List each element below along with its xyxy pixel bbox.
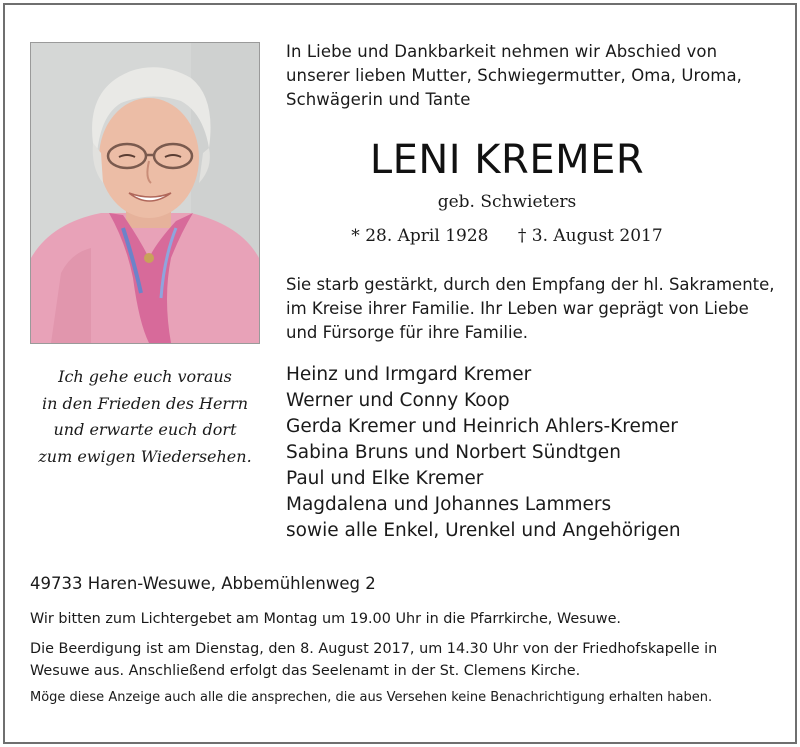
funeral-line: Die Beerdigung ist am Dienstag, den 8. August 2017, um 14.30 Uhr von der Friedhofskapelle in — [30, 641, 718, 657]
mourner-entry: Heinz und Irmgard Kremer — [286, 364, 532, 385]
funeral-line: Wesuwe aus. Anschließend erfolgt das Seelenamt in der St. Clemens Kirche. — [30, 663, 581, 679]
birth-name: geb. Schwieters — [437, 192, 577, 212]
prayer-notice: Wir bitten zum Lichtergebet am Montag um 19.00 Uhr in die Pfarrkirche, Wesuwe. — [30, 611, 622, 627]
portrait-illustration — [31, 43, 259, 343]
intro-line: unserer lieben Mutter, Schwiegermutter, Oma, Uroma, — [286, 66, 742, 85]
biography-line: im Kreise ihrer Familie. Ihr Leben war geprägt von Liebe — [286, 299, 749, 318]
quote-line: Ich gehe euch voraus — [58, 367, 232, 386]
quote-line: und erwarte euch dort — [53, 420, 237, 439]
quote-line: zum ewigen Wiedersehen. — [38, 446, 252, 466]
funeral-notice — [30, 638, 770, 682]
intro-line: Schwägerin und Tante — [286, 90, 471, 109]
intro-line: In Liebe und Dankbarkeit nehmen wir Abschied von — [286, 42, 718, 61]
birth-date: * 28. April 1928 — [351, 226, 489, 246]
memorial-quote — [30, 364, 260, 470]
mourner-entry: sowie alle Enkel, Urenkel und Angehörigen — [286, 520, 681, 541]
life-dates — [286, 223, 728, 249]
closing-notice: Möge diese Anzeige auch alle die ansprechen, die aus Versehen keine Benachrichtigung erhalten haben. — [30, 690, 713, 705]
mourner-entry: Werner und Conny Koop — [286, 390, 510, 411]
mourner-entry: Paul und Elke Kremer — [286, 468, 484, 489]
biography-line: und Fürsorge für ihre Familie. — [286, 323, 528, 342]
portrait-photo — [30, 42, 260, 344]
mourner-entry: Magdalena und Johannes Lammers — [286, 494, 612, 515]
family-address: 49733 Haren-Wesuwe, Abbemühlenweg 2 — [30, 574, 376, 593]
intro-text — [286, 40, 776, 112]
deceased-name: LENI KREMER — [369, 137, 645, 183]
mourner-entry: Sabina Bruns und Norbert Sündtgen — [286, 442, 621, 463]
biography-line: Sie starb gestärkt, durch den Empfang der hl. Sakramente, — [286, 275, 775, 294]
quote-line: in den Frieden des Herrn — [41, 393, 249, 413]
biography-text — [286, 273, 776, 345]
mourner-entry: Gerda Kremer und Heinrich Ahlers-Kremer — [286, 416, 678, 437]
mourners-list — [286, 362, 776, 544]
death-date: † 3. August 2017 — [517, 226, 663, 246]
